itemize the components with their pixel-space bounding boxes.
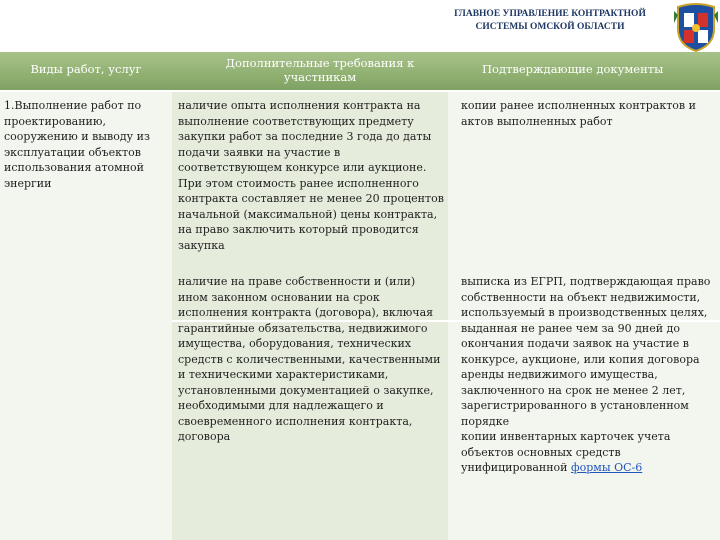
table-header-row xyxy=(0,52,720,92)
cell-work-type: 1.Выполнение работ по проектированию, сооружению и выводу из эксплуатации объектов использования атомной энергии xyxy=(4,99,150,190)
header-title-line1: ГЛАВНОЕ УПРАВЛЕНИЕ КОНТРАКТНОЙ xyxy=(454,9,646,19)
form-os6-link[interactable]: формы ОС-6 xyxy=(571,461,643,474)
cell-documents-2 xyxy=(461,274,711,476)
header-work-types: Виды работ, услуг xyxy=(30,62,142,76)
coat-of-arms-icon xyxy=(672,3,720,53)
documents-2-extra-text: копии инвентарных карточек учета объектов основных средств унифицированной xyxy=(461,430,671,474)
header-requirements: Дополнительные требования к участникам xyxy=(225,56,415,84)
header-title-line2: СИСТЕМЫ ОМСКОЙ ОБЛАСТИ xyxy=(475,22,625,32)
documents-2-main: выписка из ЕГРП, подтверждающая право собственности на объект недвижимости, используемый в производственных целях, выданная не ранее чем за 90 дней до окончания подачи заявок на участие в конкурсе, аукционе, или копия договора аренды недвижимого имущества, заключенного на срок не менее 2 лет, зарегистрированного в установленном порядке xyxy=(461,275,711,428)
documents-2-extra xyxy=(461,429,711,476)
cell-requirement-1: наличие опыта исполнения контракта на выполнение соответствующих предмету закупки работ за последние 3 года до даты подачи заявки на участие в соответствующем конкурсе или аукционе. При этом стоимость ранее исполненного контракта составляет не менее 20 процентов начальной (максимальной) цены контракта, на право заключить который проводится закупка xyxy=(178,99,444,252)
cell-documents-1: копии ранее исполненных контрактов и актов выполненных работ xyxy=(461,99,696,128)
requirements-table xyxy=(0,52,720,540)
header-title xyxy=(420,8,680,34)
header-documents: Подтверждающие документы xyxy=(482,62,664,76)
cell-requirement-2: наличие на праве собственности и (или) ином законном основании на срок исполнения контракта (договора), включая гарантийные обязательства, недвижимого имущества, оборудования, технических средств с количественными, качественными и техническими характеристиками, установленными документацией о закупке, необходимыми для надлежащего и своевременного исполнения контракта, договора xyxy=(178,275,441,443)
